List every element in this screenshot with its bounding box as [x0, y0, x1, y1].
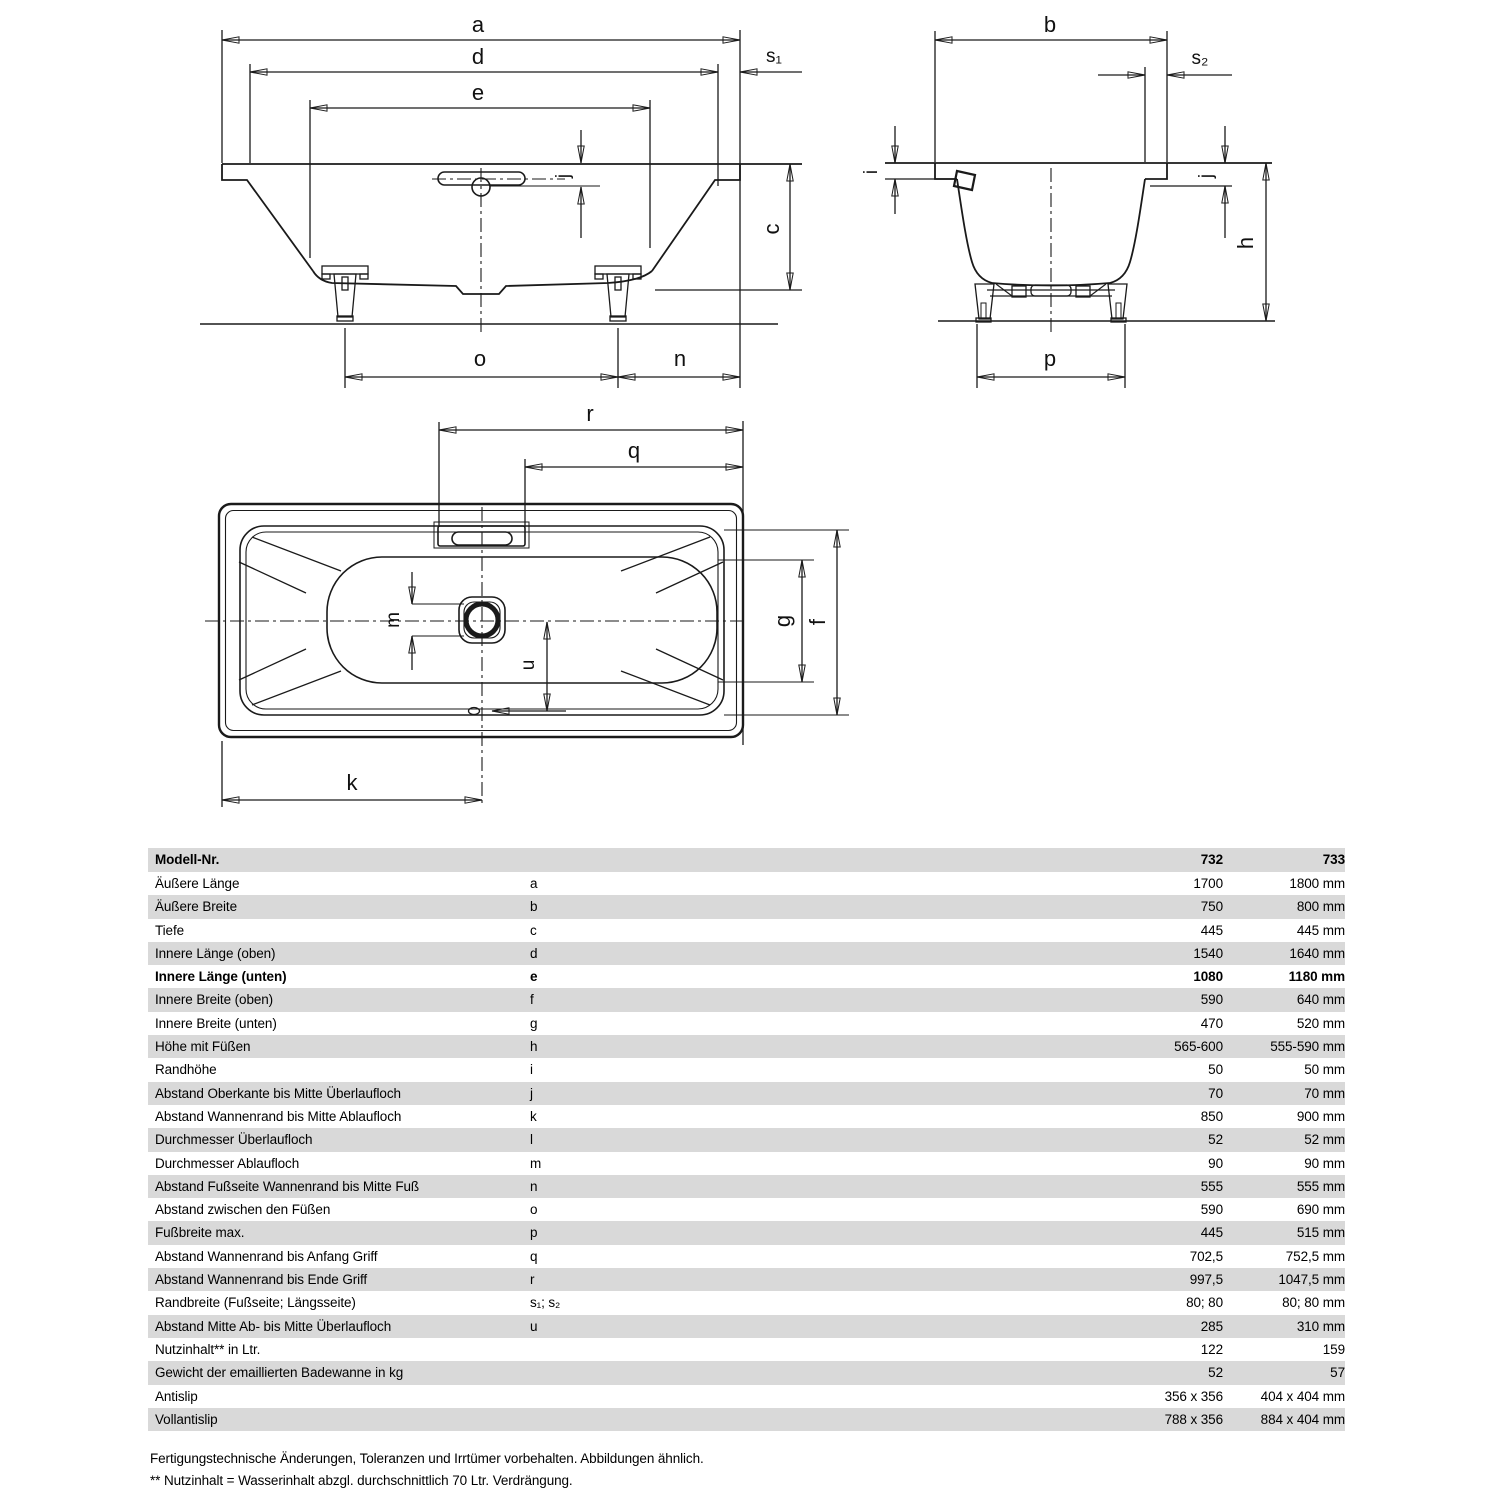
- spec-value-732: 80; 80: [1186, 1295, 1223, 1311]
- dim-label-s1: s₁: [766, 46, 782, 67]
- spec-letter: s₁; s₂: [530, 1295, 561, 1311]
- spec-label: Abstand Wannenrand bis Mitte Ablaufloch: [155, 1108, 402, 1124]
- spec-label: Durchmesser Ablaufloch: [155, 1155, 300, 1171]
- spec-label: Antislip: [155, 1388, 198, 1404]
- spec-value-732: 750: [1200, 899, 1223, 915]
- table-row: [148, 1058, 1345, 1081]
- spec-label: Abstand Wannenrand bis Ende Griff: [155, 1272, 368, 1288]
- spec-value-733: 690 mm: [1296, 1202, 1345, 1218]
- spec-value-732: 997,5: [1189, 1272, 1223, 1288]
- dim-label-i: i: [861, 169, 882, 175]
- spec-value-732: 470: [1200, 1015, 1223, 1031]
- dim-label-j-side: j: [553, 173, 574, 179]
- spec-letter: f: [530, 992, 534, 1008]
- header-col-733: 733: [1322, 852, 1345, 867]
- spec-value-733: 404 x 404 mm: [1260, 1388, 1345, 1404]
- dim-label-f: f: [805, 618, 830, 626]
- spec-value-733: 1640 mm: [1289, 945, 1345, 961]
- spec-value-733: 884 x 404 mm: [1260, 1411, 1345, 1427]
- spec-label: Gewicht der emaillierten Badewanne in kg: [155, 1365, 404, 1381]
- spec-value-733: 900 mm: [1296, 1108, 1345, 1124]
- table-row: [148, 1128, 1345, 1151]
- spec-letter: n: [530, 1178, 538, 1194]
- spec-label: Abstand Wannenrand bis Anfang Griff: [155, 1248, 378, 1264]
- dim-label-k: k: [346, 770, 358, 795]
- table-row: [148, 942, 1345, 965]
- spec-label: Durchmesser Überlaufloch: [155, 1132, 313, 1148]
- spec-letter: p: [530, 1225, 538, 1241]
- dim-label-h: h: [1233, 236, 1258, 250]
- table-row: [148, 1385, 1345, 1408]
- table-row: [148, 1198, 1345, 1221]
- spec-label: Vollantislip: [155, 1411, 218, 1427]
- table-row: [148, 1152, 1345, 1175]
- table-row: [148, 1268, 1345, 1291]
- spec-value-733: 1047,5 mm: [1278, 1272, 1345, 1288]
- spec-value-732: 52: [1208, 1365, 1223, 1381]
- tub-foot-left: [322, 266, 368, 321]
- table-row: [148, 1105, 1345, 1128]
- table-row: [148, 895, 1345, 918]
- spec-value-732: 590: [1200, 1202, 1223, 1218]
- spec-value-732: 590: [1200, 992, 1223, 1008]
- spec-letter: q: [530, 1248, 538, 1264]
- dim-label-p: p: [1043, 346, 1057, 371]
- dim-label-b: b: [1043, 12, 1057, 37]
- spec-value-733: 57: [1330, 1365, 1345, 1381]
- spec-value-733: 50 mm: [1304, 1062, 1345, 1078]
- spec-label: Äußere Breite: [155, 899, 237, 915]
- spec-letter: a: [530, 876, 538, 891]
- dim-label-g: g: [770, 614, 795, 628]
- spec-label: Innere Breite (oben): [155, 992, 274, 1008]
- side-view: [200, 12, 802, 388]
- spec-label: Innere Länge (unten): [155, 969, 287, 985]
- spec-value-733: 752,5 mm: [1285, 1248, 1345, 1264]
- spec-value-732: 356 x 356: [1164, 1388, 1223, 1404]
- dim-label-r: r: [586, 401, 594, 426]
- spec-value-733: 80; 80 mm: [1282, 1295, 1345, 1311]
- spec-value-733: 1180 mm: [1288, 969, 1345, 985]
- spec-value-733: 515 mm: [1296, 1225, 1345, 1241]
- footnotes: [150, 1448, 704, 1492]
- end-view: [861, 12, 1275, 388]
- dim-label-a: a: [471, 12, 485, 37]
- spec-value-733: 70 mm: [1304, 1085, 1345, 1101]
- spec-letter: r: [530, 1272, 535, 1288]
- spec-value-733: 1800 mm: [1289, 876, 1345, 891]
- table-row: [148, 1291, 1345, 1314]
- spec-value-733: 555 mm: [1296, 1178, 1345, 1194]
- spec-table-header: [148, 848, 1345, 872]
- spec-value-732: 122: [1200, 1341, 1223, 1357]
- table-row: [148, 1035, 1345, 1058]
- spec-label: Fußbreite max.: [155, 1225, 245, 1241]
- spec-label: Höhe mit Füßen: [155, 1039, 251, 1055]
- spec-value-732: 1080: [1193, 969, 1223, 985]
- spec-value-733: 520 mm: [1296, 1015, 1345, 1031]
- dim-label-d: d: [471, 44, 485, 69]
- footnote-line-2: ** Nutzinhalt = Wasserinhalt abzgl. durchschnittlich 70 Ltr. Verdrängung.: [150, 1473, 573, 1488]
- spec-letter: j: [530, 1085, 533, 1101]
- spec-value-732: 788 x 356: [1164, 1411, 1223, 1427]
- tub-foot-right: [595, 266, 641, 321]
- spec-value-732: 1540: [1193, 945, 1223, 961]
- spec-value-733: 52 mm: [1304, 1132, 1345, 1148]
- table-row: [148, 1012, 1345, 1035]
- spec-letter: k: [530, 1108, 537, 1124]
- spec-value-732: 1700: [1193, 876, 1223, 891]
- table-row: [148, 1175, 1345, 1198]
- dim-label-m: m: [383, 612, 404, 628]
- spec-label: Tiefe: [155, 922, 185, 938]
- spec-letter: h: [530, 1039, 538, 1055]
- spec-label: Nutzinhalt** in Ltr.: [155, 1341, 261, 1357]
- dim-label-n: n: [673, 346, 687, 371]
- spec-value-733: 159: [1322, 1341, 1345, 1357]
- spec-label: Randbreite (Fußseite; Längsseite): [155, 1295, 356, 1311]
- spec-table: [148, 848, 1355, 1431]
- spec-label: Abstand Fußseite Wannenrand bis Mitte Fuß: [155, 1178, 420, 1194]
- spec-value-732: 90: [1208, 1155, 1223, 1171]
- spec-label: Innere Breite (unten): [155, 1015, 277, 1031]
- spec-label: Randhöhe: [155, 1062, 217, 1078]
- spec-letter: d: [530, 945, 538, 961]
- spec-value-732: 565-600: [1174, 1039, 1223, 1055]
- dim-label-o: o: [473, 346, 487, 371]
- table-row: [148, 872, 1345, 895]
- spec-value-732: 285: [1200, 1318, 1223, 1334]
- dim-label-s2: s₂: [1191, 48, 1209, 69]
- spec-letter: e: [530, 969, 538, 985]
- dim-label-u: u: [518, 659, 539, 671]
- table-row: [148, 1408, 1345, 1431]
- spec-value-733: 640 mm: [1296, 992, 1345, 1008]
- table-row: [148, 1082, 1345, 1105]
- table-row: [148, 1315, 1345, 1338]
- dim-label-j-end: j: [1196, 173, 1217, 179]
- dim-label-e: e: [471, 80, 485, 105]
- table-row: [148, 919, 1345, 942]
- table-row: [148, 1361, 1345, 1384]
- dim-label-q: q: [627, 438, 641, 463]
- spec-label: Abstand zwischen den Füßen: [155, 1202, 331, 1218]
- spec-value-732: 70: [1208, 1085, 1223, 1101]
- table-row: [148, 1245, 1345, 1268]
- spec-value-732: 702,5: [1189, 1248, 1223, 1264]
- spec-letter: m: [530, 1155, 542, 1171]
- footnote-line-1: Fertigungstechnische Änderungen, Toleranzen und Irrtümer vorbehalten. Abbildungen ähnlich.: [150, 1451, 704, 1466]
- spec-value-733: 90 mm: [1304, 1155, 1345, 1171]
- spec-label: Äußere Länge: [155, 876, 240, 891]
- spec-letter: i: [530, 1062, 533, 1078]
- spec-label: Abstand Mitte Ab- bis Mitte Überlaufloch: [155, 1318, 392, 1334]
- spec-value-732: 850: [1200, 1108, 1223, 1124]
- spec-table-body: [148, 872, 1345, 1431]
- spec-letter: g: [530, 1015, 538, 1031]
- spec-value-732: 445: [1200, 922, 1223, 938]
- table-row: [148, 1338, 1345, 1361]
- spec-letter: b: [530, 899, 538, 915]
- table-row: [148, 988, 1345, 1011]
- header-model-label: Modell-Nr.: [155, 852, 220, 867]
- header-col-732: 732: [1200, 852, 1223, 867]
- spec-letter: c: [530, 922, 537, 938]
- spec-letter: l: [530, 1132, 533, 1148]
- spec-label: Innere Länge (oben): [155, 945, 276, 961]
- table-row: [148, 965, 1345, 988]
- spec-value-733: 310 mm: [1296, 1318, 1345, 1334]
- spec-letter: u: [530, 1318, 538, 1334]
- spec-value-732: 555: [1200, 1178, 1223, 1194]
- spec-letter: o: [530, 1202, 538, 1218]
- spec-value-733: 800 mm: [1296, 899, 1345, 915]
- spec-label: Abstand Oberkante bis Mitte Überlaufloch: [155, 1085, 401, 1101]
- dim-label-c: c: [759, 223, 784, 235]
- top-view: [205, 401, 849, 807]
- table-row: [148, 1221, 1345, 1244]
- spec-value-732: 52: [1208, 1132, 1223, 1148]
- spec-value-733: 445 mm: [1296, 922, 1345, 938]
- spec-value-732: 50: [1208, 1062, 1223, 1078]
- spec-value-733: 555-590 mm: [1270, 1039, 1345, 1055]
- spec-value-732: 445: [1200, 1225, 1223, 1241]
